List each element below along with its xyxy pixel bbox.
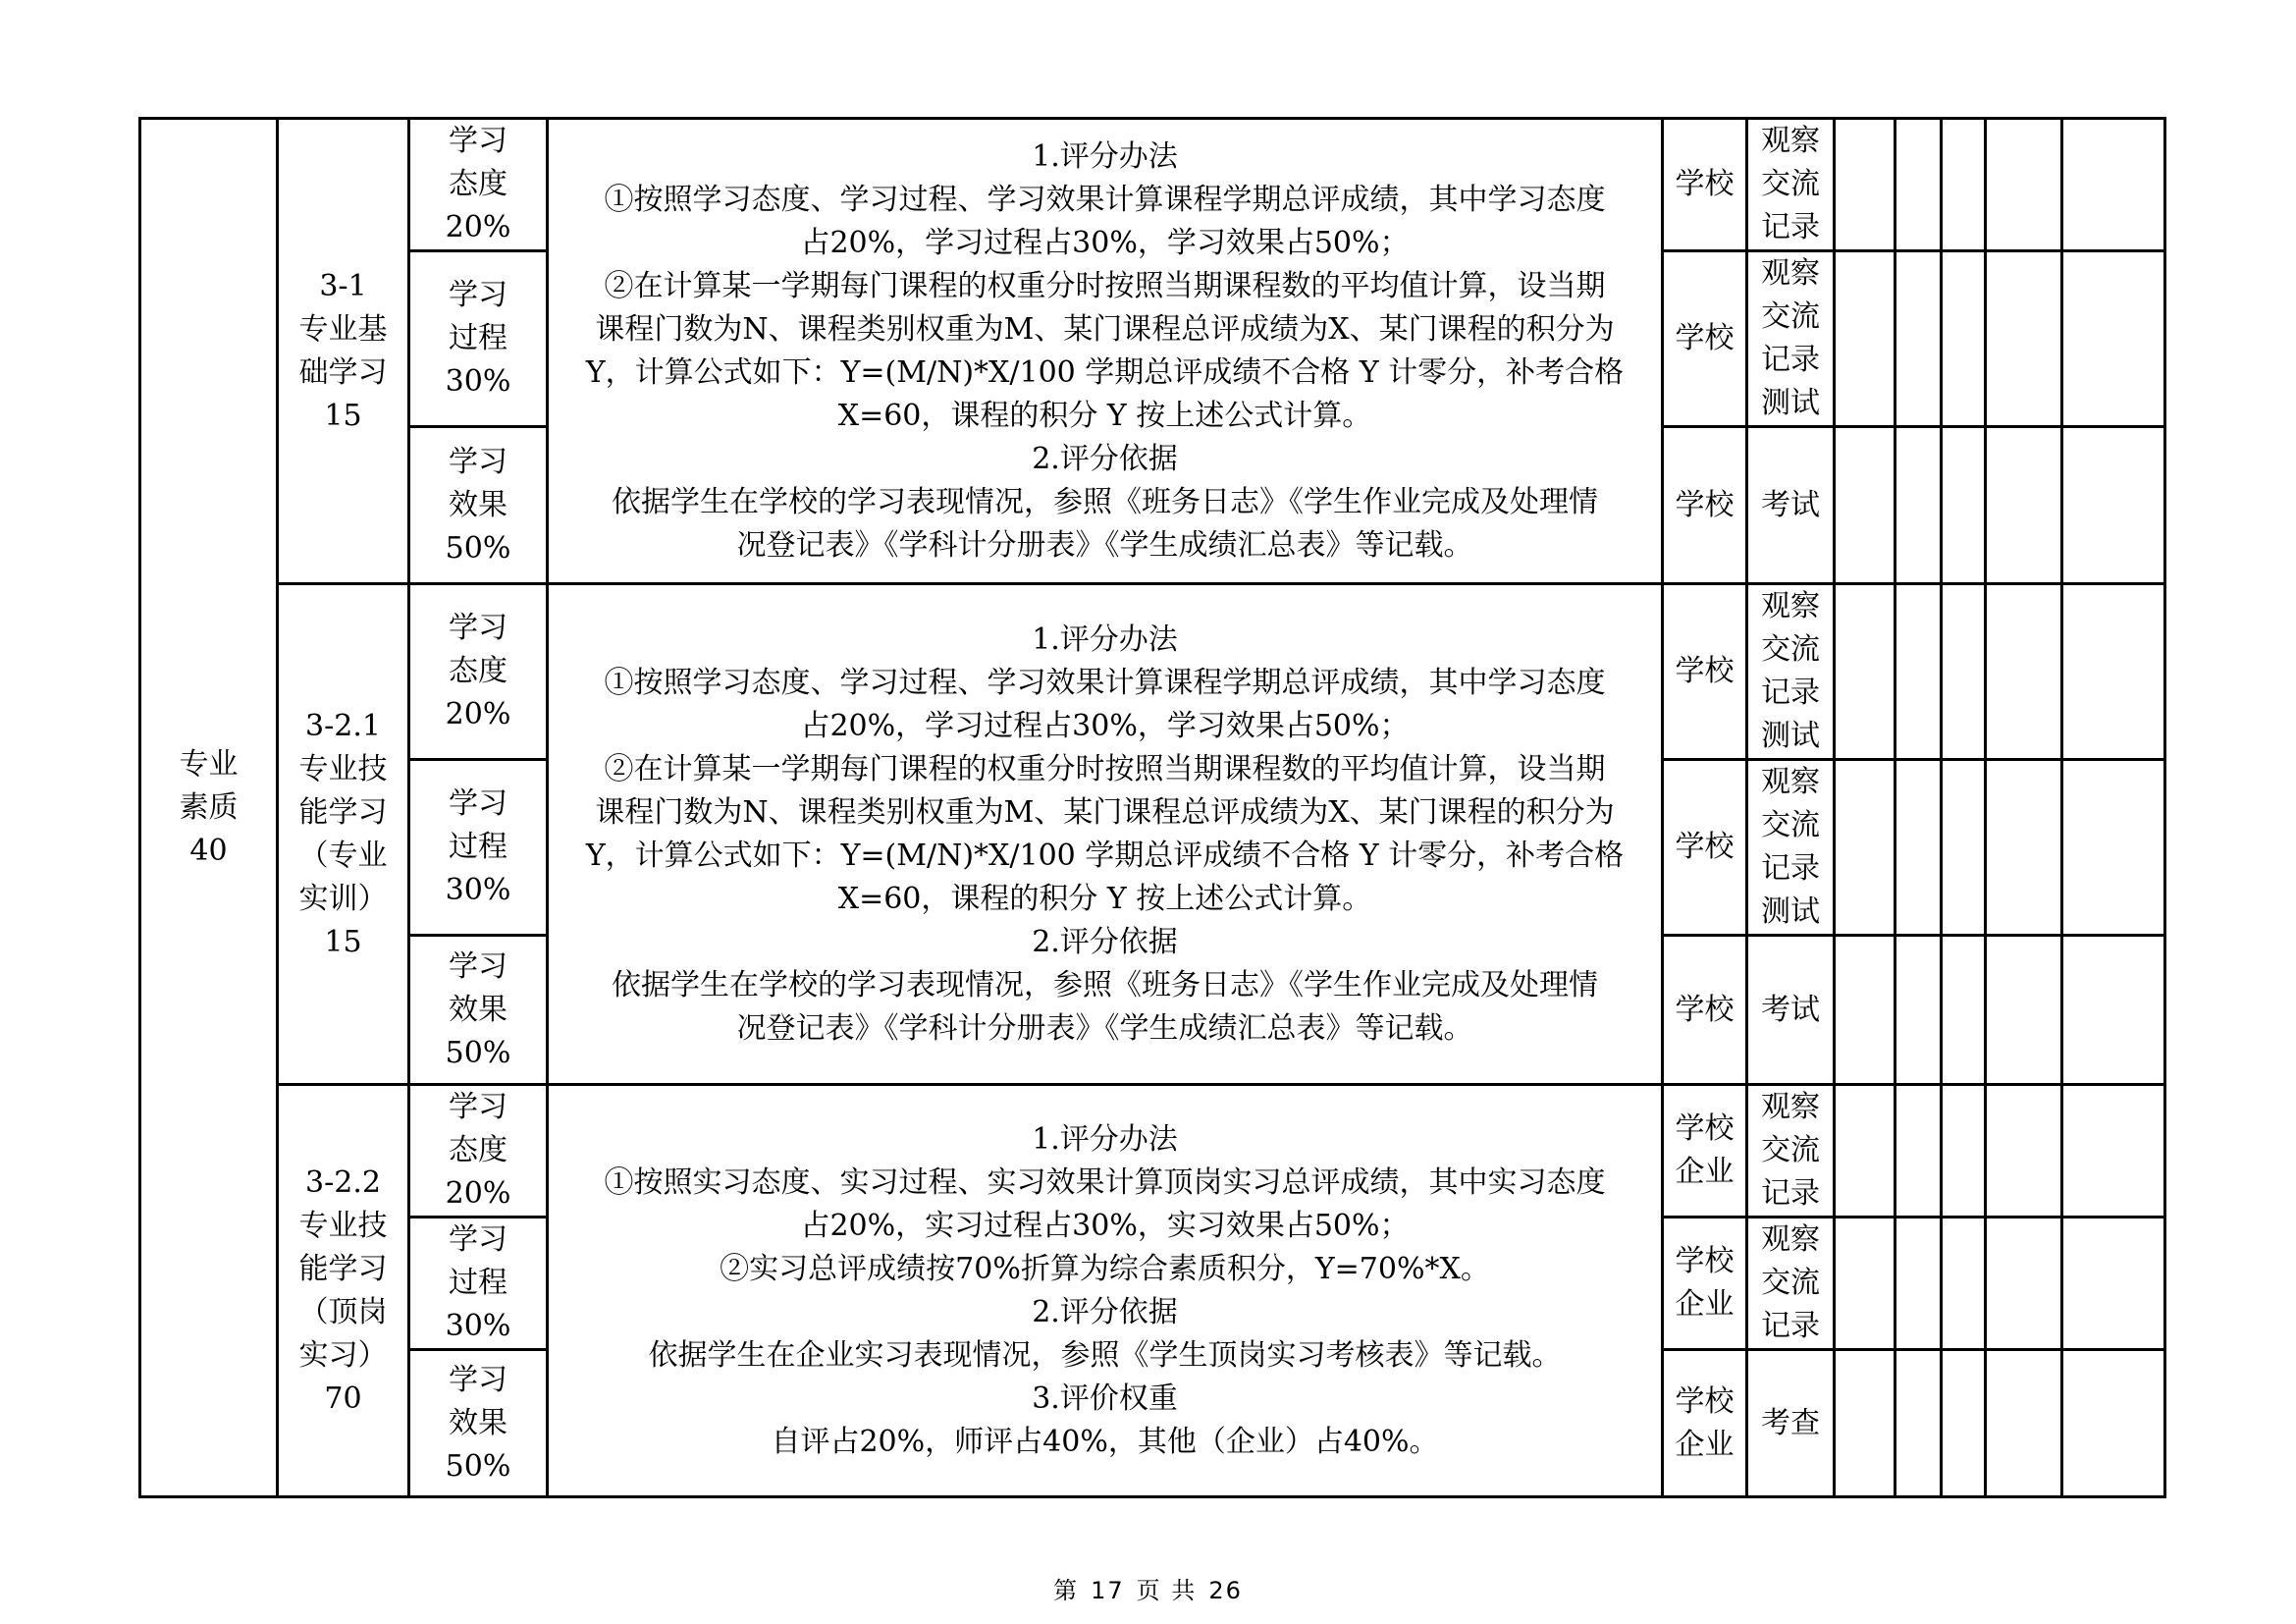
evaluator-line: 企业 xyxy=(1675,1155,1735,1189)
empty-score-cell xyxy=(1896,119,1942,251)
empty-score-cell xyxy=(2062,119,2165,251)
subitem-line: 能学习 xyxy=(298,794,388,830)
evaluator-cell xyxy=(1663,936,1747,1085)
subitem-cell xyxy=(278,584,409,1085)
description-line: ②实习总评成绩按70%折算为综合素质积分，Y=70%*X。 xyxy=(720,1251,1490,1286)
empty-score-cell xyxy=(1942,251,1986,427)
component-line: 学习 xyxy=(449,948,507,984)
method-line: 考查 xyxy=(1761,1405,1820,1440)
component-line: 态度 xyxy=(449,1133,507,1167)
subitem-cell xyxy=(278,119,409,584)
component-line: 过程 xyxy=(449,1266,507,1300)
method-line: 交流 xyxy=(1761,299,1820,334)
category-cell xyxy=(140,119,278,1497)
evaluation-table xyxy=(138,117,2166,1498)
subitem-line: 实习） xyxy=(298,1337,388,1373)
empty-score-cell xyxy=(1942,1218,1986,1350)
description-line: 占20%，学习过程占30%，学习效果占50%； xyxy=(800,225,1410,260)
empty-score-cell xyxy=(1942,1350,1986,1497)
evaluator-line: 学校 xyxy=(1675,321,1735,355)
description-line: 1.评分办法 xyxy=(1032,1121,1178,1157)
description-line: 自评占20%，师评占40%，其他（企业）占40%。 xyxy=(771,1424,1439,1459)
table-row xyxy=(140,584,2165,760)
component-cell xyxy=(409,1350,548,1497)
empty-score-cell xyxy=(1986,1218,2062,1350)
empty-score-cell xyxy=(1986,1085,2062,1218)
evaluator-cell xyxy=(1663,1218,1747,1350)
empty-score-cell xyxy=(1896,1085,1942,1218)
description-line: 依据学生在学校的学习表现情况，参照《班务日志》《学生作业完成及处理情 xyxy=(612,484,1598,519)
method-cell xyxy=(1747,760,1835,936)
subitem-line: 专业技 xyxy=(298,751,388,786)
empty-score-cell xyxy=(1986,584,2062,760)
category-line: 专业 xyxy=(179,746,239,782)
description-line: 况登记表》《学科计分册表》《学生成绩汇总表》等记载。 xyxy=(736,1010,1473,1046)
method-line: 记录 xyxy=(1761,851,1820,886)
component-line: 效果 xyxy=(449,992,507,1027)
evaluator-line: 学校 xyxy=(1675,654,1735,688)
table-row xyxy=(140,119,2165,251)
empty-score-cell xyxy=(2062,1350,2165,1497)
method-line: 观察 xyxy=(1761,589,1820,623)
table-row xyxy=(140,1085,2165,1218)
component-line: 30% xyxy=(445,873,511,907)
empty-score-cell xyxy=(1986,427,2062,584)
component-line: 过程 xyxy=(449,830,507,864)
empty-score-cell xyxy=(1986,251,2062,427)
description-line: Y，计算公式如下：Y=(M/N)*X/100 学期总评成绩不合格 Y 计零分，补考合格 xyxy=(585,354,1625,390)
empty-score-cell xyxy=(1835,584,1896,760)
component-cell xyxy=(409,584,548,760)
component-line: 过程 xyxy=(449,321,507,355)
method-line: 记录 xyxy=(1761,343,1820,377)
description-line: ①按照学习态度、学习过程、学习效果计算课程学期总评成绩，其中学习态度 xyxy=(604,182,1606,217)
component-line: 学习 xyxy=(449,278,507,312)
component-line: 学习 xyxy=(449,1362,507,1397)
footer-middle: 页 共 xyxy=(1136,1577,1198,1604)
method-line: 交流 xyxy=(1761,167,1820,201)
component-line: 学习 xyxy=(449,444,507,479)
page-footer xyxy=(0,1571,2296,1605)
empty-score-cell xyxy=(1986,936,2062,1085)
method-line: 交流 xyxy=(1761,1133,1820,1167)
description-line: ②在计算某一学期每门课程的权重分时按照当期课程数的平均值计算，设当期 xyxy=(604,751,1606,786)
method-line: 测试 xyxy=(1761,386,1820,420)
empty-score-cell xyxy=(1942,936,1986,1085)
subitem-line: 15 xyxy=(324,924,362,959)
description-line: 况登记表》《学科计分册表》《学生成绩汇总表》等记载。 xyxy=(736,527,1473,563)
method-cell xyxy=(1747,936,1835,1085)
component-line: 学习 xyxy=(449,786,507,821)
component-line: 30% xyxy=(445,364,511,399)
subitem-line: 专业基 xyxy=(298,311,388,347)
evaluator-line: 学校 xyxy=(1675,487,1735,522)
method-line: 测试 xyxy=(1761,894,1820,929)
method-line: 记录 xyxy=(1761,1309,1820,1343)
description-line: 3.评价权重 xyxy=(1032,1380,1178,1416)
description-cell xyxy=(548,1085,1663,1497)
method-cell xyxy=(1747,1218,1835,1350)
description-line: 依据学生在企业实习表现情况，参照《学生顶岗实习考核表》等记载。 xyxy=(648,1337,1562,1373)
empty-score-cell xyxy=(1896,1350,1942,1497)
component-cell xyxy=(409,119,548,251)
evaluator-line: 学校 xyxy=(1675,1383,1735,1419)
subitem-line: 能学习 xyxy=(298,1251,388,1286)
component-line: 效果 xyxy=(449,487,507,522)
table-body xyxy=(140,119,2165,1497)
component-cell xyxy=(409,1218,548,1350)
empty-score-cell xyxy=(1942,760,1986,936)
evaluator-cell xyxy=(1663,119,1747,251)
evaluator-cell xyxy=(1663,427,1747,584)
description-line: Y，计算公式如下：Y=(M/N)*X/100 学期总评成绩不合格 Y 计零分，补考合格 xyxy=(585,838,1625,873)
category-line: 素质 xyxy=(179,789,239,825)
component-line: 20% xyxy=(445,697,511,731)
empty-score-cell xyxy=(1835,119,1896,251)
empty-score-cell xyxy=(1942,1085,1986,1218)
subitem-line: 3-2.2 xyxy=(305,1164,381,1200)
description-line: X=60，课程的积分 Y 按上述公式计算。 xyxy=(837,881,1372,916)
footer-total-pages: 26 xyxy=(1208,1577,1243,1604)
component-line: 30% xyxy=(445,1309,511,1343)
subitem-line: 础学习 xyxy=(298,354,388,390)
empty-score-cell xyxy=(2062,584,2165,760)
description-line: 2.评分依据 xyxy=(1032,1294,1178,1329)
empty-score-cell xyxy=(1986,760,2062,936)
method-line: 交流 xyxy=(1761,632,1820,667)
empty-score-cell xyxy=(1942,119,1986,251)
component-cell xyxy=(409,760,548,936)
description-line: 1.评分办法 xyxy=(1032,138,1178,174)
component-cell xyxy=(409,1085,548,1218)
empty-score-cell xyxy=(1835,1085,1896,1218)
empty-score-cell xyxy=(1835,936,1896,1085)
description-line: X=60，课程的积分 Y 按上述公式计算。 xyxy=(837,398,1372,433)
component-line: 20% xyxy=(445,1176,511,1211)
empty-score-cell xyxy=(1835,760,1896,936)
evaluator-line: 学校 xyxy=(1675,992,1735,1027)
method-line: 考试 xyxy=(1761,487,1820,522)
evaluator-line: 学校 xyxy=(1675,1111,1735,1146)
subitem-line: 70 xyxy=(324,1380,362,1416)
component-line: 50% xyxy=(445,530,511,566)
description-line: 课程门数为N、课程类别权重为M、某门课程总评成绩为X、某门课程的积分为 xyxy=(595,311,1615,347)
component-line: 20% xyxy=(445,210,511,244)
empty-score-cell xyxy=(1942,584,1986,760)
evaluator-line: 学校 xyxy=(1675,830,1735,864)
empty-score-cell xyxy=(1896,1218,1942,1350)
empty-score-cell xyxy=(1896,427,1942,584)
method-line: 观察 xyxy=(1761,124,1820,158)
component-line: 学习 xyxy=(449,124,507,158)
description-line: 依据学生在学校的学习表现情况，参照《班务日志》《学生作业完成及处理情 xyxy=(612,967,1598,1002)
method-cell xyxy=(1747,119,1835,251)
component-line: 学习 xyxy=(449,1090,507,1124)
description-line: ①按照学习态度、学习过程、学习效果计算课程学期总评成绩，其中学习态度 xyxy=(604,665,1606,700)
description-cell xyxy=(548,584,1663,1085)
component-line: 学习 xyxy=(449,611,507,645)
empty-score-cell xyxy=(1896,936,1942,1085)
method-line: 考试 xyxy=(1761,992,1820,1027)
method-line: 交流 xyxy=(1761,1266,1820,1300)
subitem-line: 15 xyxy=(324,398,362,433)
method-cell xyxy=(1747,1085,1835,1218)
method-line: 记录 xyxy=(1761,210,1820,244)
evaluator-cell xyxy=(1663,1350,1747,1497)
empty-score-cell xyxy=(1896,251,1942,427)
method-cell xyxy=(1747,1350,1835,1497)
subitem-line: （顶岗 xyxy=(298,1294,388,1329)
component-line: 态度 xyxy=(449,654,507,688)
method-line: 观察 xyxy=(1761,1090,1820,1124)
empty-score-cell xyxy=(1835,1350,1896,1497)
empty-score-cell xyxy=(1942,427,1986,584)
empty-score-cell xyxy=(1835,427,1896,584)
component-line: 态度 xyxy=(449,167,507,201)
subitem-cell xyxy=(278,1085,409,1497)
component-cell xyxy=(409,936,548,1085)
description-line: 课程门数为N、课程类别权重为M、某门课程总评成绩为X、某门课程的积分为 xyxy=(595,794,1615,830)
description-cell xyxy=(548,119,1663,584)
component-line: 效果 xyxy=(449,1405,507,1440)
empty-score-cell xyxy=(2062,1085,2165,1218)
method-line: 交流 xyxy=(1761,808,1820,842)
method-line: 测试 xyxy=(1761,719,1820,753)
subitem-line: （专业 xyxy=(298,838,388,873)
component-line: 50% xyxy=(445,1448,511,1484)
method-line: 记录 xyxy=(1761,676,1820,710)
evaluator-line: 企业 xyxy=(1675,1287,1735,1322)
evaluator-line: 企业 xyxy=(1675,1427,1735,1462)
empty-score-cell xyxy=(2062,251,2165,427)
empty-score-cell xyxy=(1835,1218,1896,1350)
component-cell xyxy=(409,251,548,427)
method-line: 观察 xyxy=(1761,256,1820,291)
footer-page-number: 17 xyxy=(1091,1577,1125,1604)
evaluator-cell xyxy=(1663,1085,1747,1218)
evaluator-line: 学校 xyxy=(1675,1244,1735,1278)
method-line: 观察 xyxy=(1761,1222,1820,1257)
subitem-line: 3-1 xyxy=(319,268,367,303)
evaluator-cell xyxy=(1663,760,1747,936)
description-line: 占20%，实习过程占30%，实习效果占50%； xyxy=(800,1208,1410,1243)
method-cell xyxy=(1747,427,1835,584)
empty-score-cell xyxy=(1835,251,1896,427)
empty-score-cell xyxy=(2062,1218,2165,1350)
empty-score-cell xyxy=(2062,936,2165,1085)
evaluator-line: 学校 xyxy=(1675,167,1735,201)
evaluator-cell xyxy=(1663,584,1747,760)
empty-score-cell xyxy=(2062,427,2165,584)
footer-prefix: 第 xyxy=(1053,1577,1080,1604)
subitem-line: 实训） xyxy=(298,881,388,916)
description-line: ②在计算某一学期每门课程的权重分时按照当期课程数的平均值计算，设当期 xyxy=(604,268,1606,303)
empty-score-cell xyxy=(1896,584,1942,760)
component-line: 50% xyxy=(445,1035,511,1070)
component-line: 学习 xyxy=(449,1222,507,1257)
description-line: ①按照实习态度、实习过程、实习效果计算顶岗实习总评成绩，其中实习态度 xyxy=(604,1164,1606,1200)
empty-score-cell xyxy=(2062,760,2165,936)
subitem-line: 3-2.1 xyxy=(305,708,381,743)
evaluator-cell xyxy=(1663,251,1747,427)
empty-score-cell xyxy=(1986,119,2062,251)
subitem-line: 专业技 xyxy=(298,1208,388,1243)
method-line: 记录 xyxy=(1761,1176,1820,1211)
empty-score-cell xyxy=(1986,1350,2062,1497)
category-line: 40 xyxy=(189,833,228,868)
description-line: 2.评分依据 xyxy=(1032,924,1178,959)
method-cell xyxy=(1747,251,1835,427)
description-line: 占20%，学习过程占30%，学习效果占50%； xyxy=(800,708,1410,743)
method-cell xyxy=(1747,584,1835,760)
description-line: 1.评分办法 xyxy=(1032,622,1178,657)
description-line: 2.评分依据 xyxy=(1032,441,1178,476)
component-cell xyxy=(409,427,548,584)
empty-score-cell xyxy=(1896,760,1942,936)
method-line: 观察 xyxy=(1761,765,1820,799)
